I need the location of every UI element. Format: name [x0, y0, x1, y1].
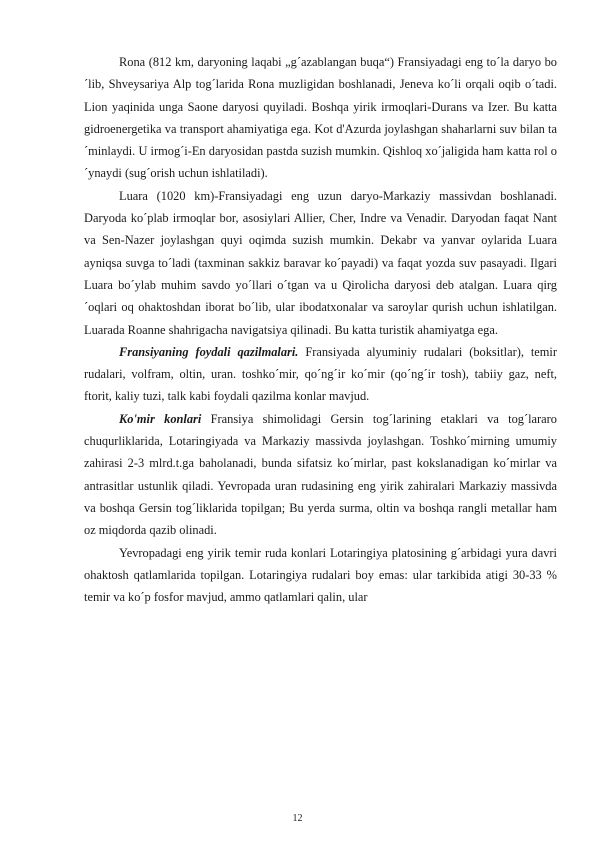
paragraph-minerals [84, 341, 557, 408]
paragraph-coal [84, 408, 557, 542]
document-page [84, 51, 557, 608]
paragraph-luara [84, 185, 557, 341]
paragraph-text: Yevropadagi eng yirik temir ruda konlari Lotaringiya platosining g´arbidagi yura davri ohaktosh qatlamlarida topilgan. Lotaringiya rudalari boy emas: ular tarkibida atigi 30-33 % temir va ko´p fosfor mavjud, ammo qatlamlari qalin, ular [84, 545, 557, 605]
paragraph-iron [84, 542, 557, 609]
paragraph-rona [84, 51, 557, 185]
paragraph-text: Fransiyada alyuminiy rudalari (boksitlar), temir rudalari, volfram, oltin, uran. toshko´mir, qo´ng´ir ko´mir (qo´ng´ir tosh), tabiiy gaz, neft, ftorit, kaliy tuzi, talk kabi foydali qazilma konlar mavjud. [84, 344, 557, 404]
paragraph-text: Luara (1020 km)-Fransiyadagi eng uzun daryo-Markaziy massivdan boshlanadi. Daryoda ko´plab irmoqlar bor, asosiylari Allier, Cher, Indre va Venadir. Daryodan faqat Nant va Sen-Nazer joylashgan quyi oqimda suzish mumkin. Dekabr va yanvar oylarida Luara ayniqsa suvga to´ladi (taxminan sakkiz baravar ko´payadi) va faqat yozda suv pasayadi. Ilgari Luara bo´ylab muhim savdo yo´llari o´tgan va u Qirolicha daryosi deb atalgan. Luara qirg´oqlari oq ohaktoshdan iborat bo´lib, ular ibodatxonalar va saroylar qurish uchun ishlatilgan. Luarada Roanne shahrigacha navigatsiya qilinadi. Bu katta turistik ahamiyatga ega. [84, 188, 557, 337]
paragraph-text: Fransiya shimolidagi Gersin tog´larining etaklari va tog´lararo chuqurliklarida, Lotaringiyada va Markaziy massivda joylashgan. Toshko´mirning umumiy zahirasi 2-3 mlrd.t.ga baholanadi, bunda sifatsiz ko´mirlar, past kokslanadigan ko´mirlar va antrasitlar ustunlik qiladi. Yevropada uran rudasining eng yirik zahiralari Markaziy massivda va boshqa Gersin tog´liklarida topilgan; Bu yerda surma, oltin va boshqa rangli metallar ham oz miqdorda qazib olinadi. [84, 411, 558, 538]
paragraph-lead: Fransiyaning foydali qazilmalari. [119, 344, 299, 359]
paragraph-lead: Ko'mir konlari [119, 411, 202, 426]
paragraph-text: Rona (812 km, daryoning laqabi „g´azablangan buqa“) Fransiyadagi eng to´la daryo bo´lib, Shveysariya Alp tog´larida Rona muzligidan boshlanadi, Jeneva ko´li orqali oqib o´tadi. Lion yaqinida unga Saone daryosi quyiladi. Boshqa yirik irmoqlari-Durans va Izer. Bu katta gidroenergetika va transport ahamiyatiga ega. Kot d'Azurda joylashgan shaharlarni suv bilan ta´minlaydi. U irmog´i-En daryosidan pastda suzish mumkin. Qishloq xo´jaligida ham katta rol o´ynaydi (sug´orish uchun ishlatiladi). [84, 55, 557, 181]
page-number: 12 [292, 813, 303, 824]
